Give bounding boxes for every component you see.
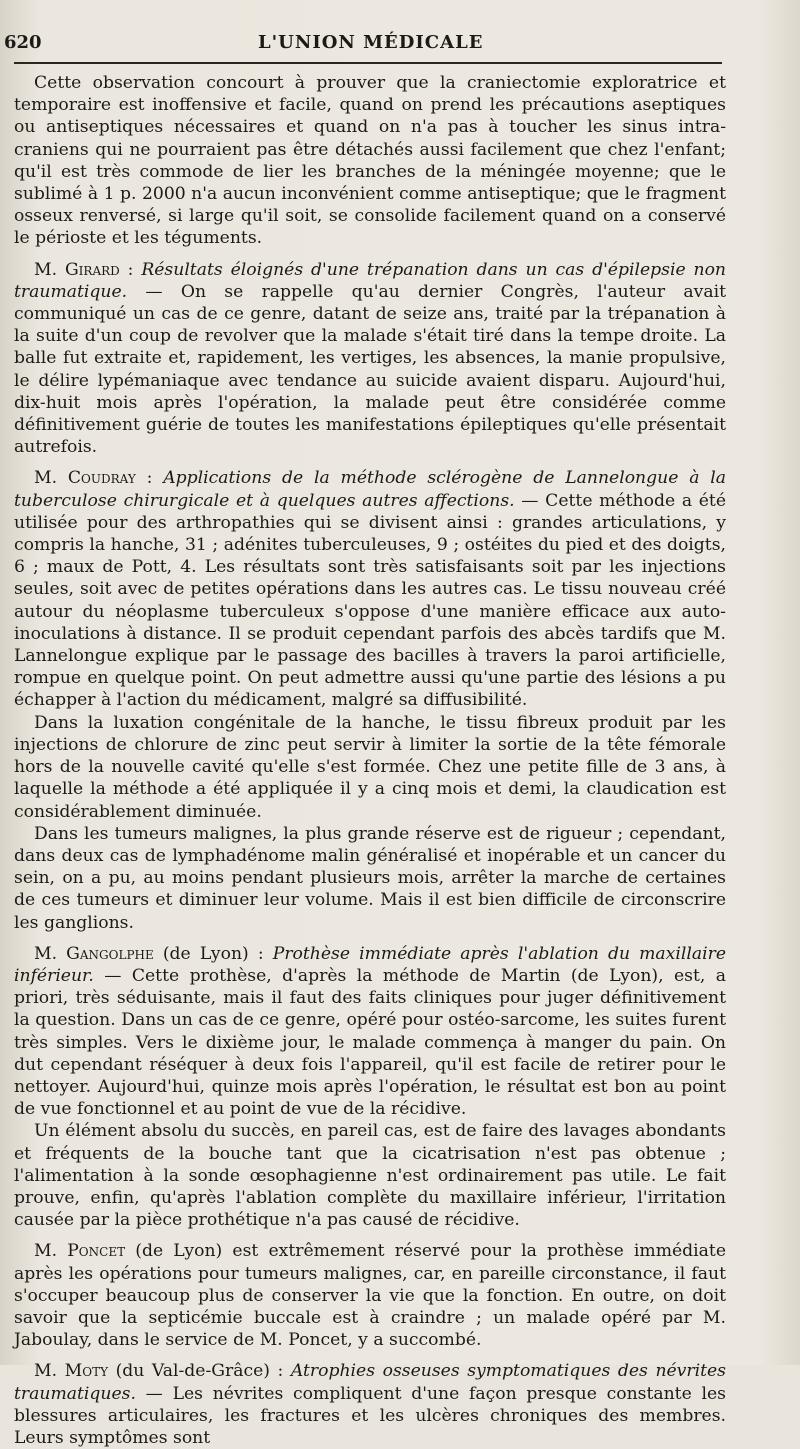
running-title: L'UNION MÉDICALE [258,32,484,53]
author-name: Coudray [67,468,136,489]
communication-title: Prothèse immédiate après l'ablation du maxillaire inférieur. [14,943,726,986]
paragraph: Dans les tumeurs malignes, la plus grande réserve est de rigueur ; cependant, dans deux cas de lymphadénome malin généralisé et inopérable et un cancer du sein, on a pu, au moins pendant plusieurs mois, arrêter la marche de certaines de ces tumeurs et diminuer leur volume. Mais il est bien difficile de circonscrire les ganglions. [14,823,726,933]
communication-title: Résultats éloignés d'une trépanation dans un cas d'épilepsie non traumatique. [14,259,726,302]
paragraph: Un élément absolu du succès, en pareil cas, est de faire des lavages abondants et fréquents de la bouche tant que la cicatrisation n'est pas obtenue ; l'alimentation à la sonde œsophagienne n'est ordinairement pas utile. Le fait prouve, enfin, qu'après l'ablation complète du maxillaire inférieur, l'irritation causée par la pièce prothétique n'a pas causé de récidive. [14,1121,726,1231]
communication-title: Applications de la méthode sclérogène de Lannelongue à la tuberculose chirurgicale et à quelques autres affections. [14,468,727,511]
page-number: 620 [4,32,42,53]
page-header [0,26,800,62]
paragraph-girard: M. Girard : Résultats éloignés d'une trépanation dans un cas d'épilepsie non traumatique. — On se rappelle qu'au dernier Congrès, l'auteur avait communiqué un cas de ce genre, datant de seize ans, traité par la trépanation à la suite d'un coup de revolver que la malade s'était tiré dans la tempe droite. La balle fut extraite et, rapidement, les vertiges, les absences, la manie propulsive, le délire lypémaniaque avec tendance au suicide avaient disparu. Aujourd'hui, dix-huit mois après l'opération, la malade peut être considérée comme définitivement guérie de toutes les manifestations épileptiques qu'elle présentait autrefois. [14,259,726,458]
paragraph: Dans la luxation congénitale de la hanche, le tissu fibreux produit par les injections de chlorure de zinc peut servir à limiter la sortie de la tête fémorale hors de la nouvelle cavité qu'elle s'est formée. Chez une petite fille de 3 ans, à laquelle la méthode a été appliquée il y a cinq mois et demi, la claudication est considérablement diminuée. [14,712,726,822]
communication-title: Atrophies osseuses symptomatiques des névrites traumatiques. [14,1361,727,1404]
author-name: Gangolphe [66,943,154,964]
article-body [14,72,726,1449]
paragraph-poncet: M. Poncet (de Lyon) est extrêmement réservé pour la prothèse immédiate après les opérations pour tumeurs malignes, car, en pareille circonstance, il faut s'occuper beaucoup plus de conserver la vie que la fonction. En outre, on doit savoir que la septicémie buccale est à craindre ; un malade opéré par M. Jaboulay, dans le service de M. Poncet, y a succombé. [14,1241,727,1351]
paragraph-gangolphe: M. Gangolphe (de Lyon) : Prothèse immédiate après l'ablation du maxillaire inférieur. — Cette prothèse, d'après la méthode de Martin (de Lyon), est, a priori, très séduisante, mais il faut des faits cliniques pour juger définitivement la question. Dans un cas de ce genre, opéré pour ostéo-sarcome, les suites furent très simples. Vers le dixième jour, le malade commença à manger du pain. On dut cependant réséquer à deux fois l'appareil, qu'il est facile de retirer pour le nettoyer. Aujourd'hui, quinze mois après l'opération, le résultat est bon au point de vue fonctionnel et au point de vue de la récidive. [14,943,726,1120]
paragraph-coudray: M. Coudray : Applications de la méthode sclérogène de Lannelongue à la tuberculose chirurgicale et à quelques autres affections. — Cette méthode a été utilisée pour des arthropathies qui se divisent ainsi : grandes articulations, y compris la hanche, 31 ; adénites tuberculeuses, 9 ; ostéites du pied et des doigts, 6 ; maux de Pott, 4. Les résultats sont très satisfaisants soit par les injections seules, soit avec de petites opérations dans les autres cas. Le tissu nouveau créé autour du néoplasme tuberculeux s'oppose d'une manière efficace aux auto-inoculations à distance. Il se produit cependant parfois des abcès tardifs que M. Lannelongue explique par le passage des bacilles à travers la paroi artificielle, rompue en quelque point. On peut admettre aussi qu'une partie des lésions a pu échapper à l'action du médicament, malgré sa diffusibilité. [14,468,727,711]
paragraph: Cette observation concourt à prouver que la craniectomie exploratrice et temporaire est inoffensive et facile, quand on prend les précautions aseptiques ou antiseptiques nécessaires et quand on n'a pas à toucher les sinus intra-craniens qui ne pourraient pas être détachés aussi facilement que chez l'enfant; qu'il est très commode de lier les branches de la méningée moyenne; que le sublimé à 1 p. 2000 n'a aucun inconvénient comme antiseptique; que le fragment osseux renversé, si large qu'il soit, se consolide facilement quand on a conservé le périoste et les téguments. [14,73,726,249]
author-name: Girard [64,259,120,280]
paragraph-moty: M. Moty (du Val-de-Grâce) : Atrophies osseuses symptomatiques des névrites traumatiques. — Les névrites compliquent d'une façon presque constante les blessures articulaires, les fractures et les ulcères chroniques des membres. Leurs symptômes sont [14,1361,727,1448]
author-name: Moty [64,1361,109,1382]
author-name: Poncet [67,1241,126,1262]
header-rule [14,62,722,64]
